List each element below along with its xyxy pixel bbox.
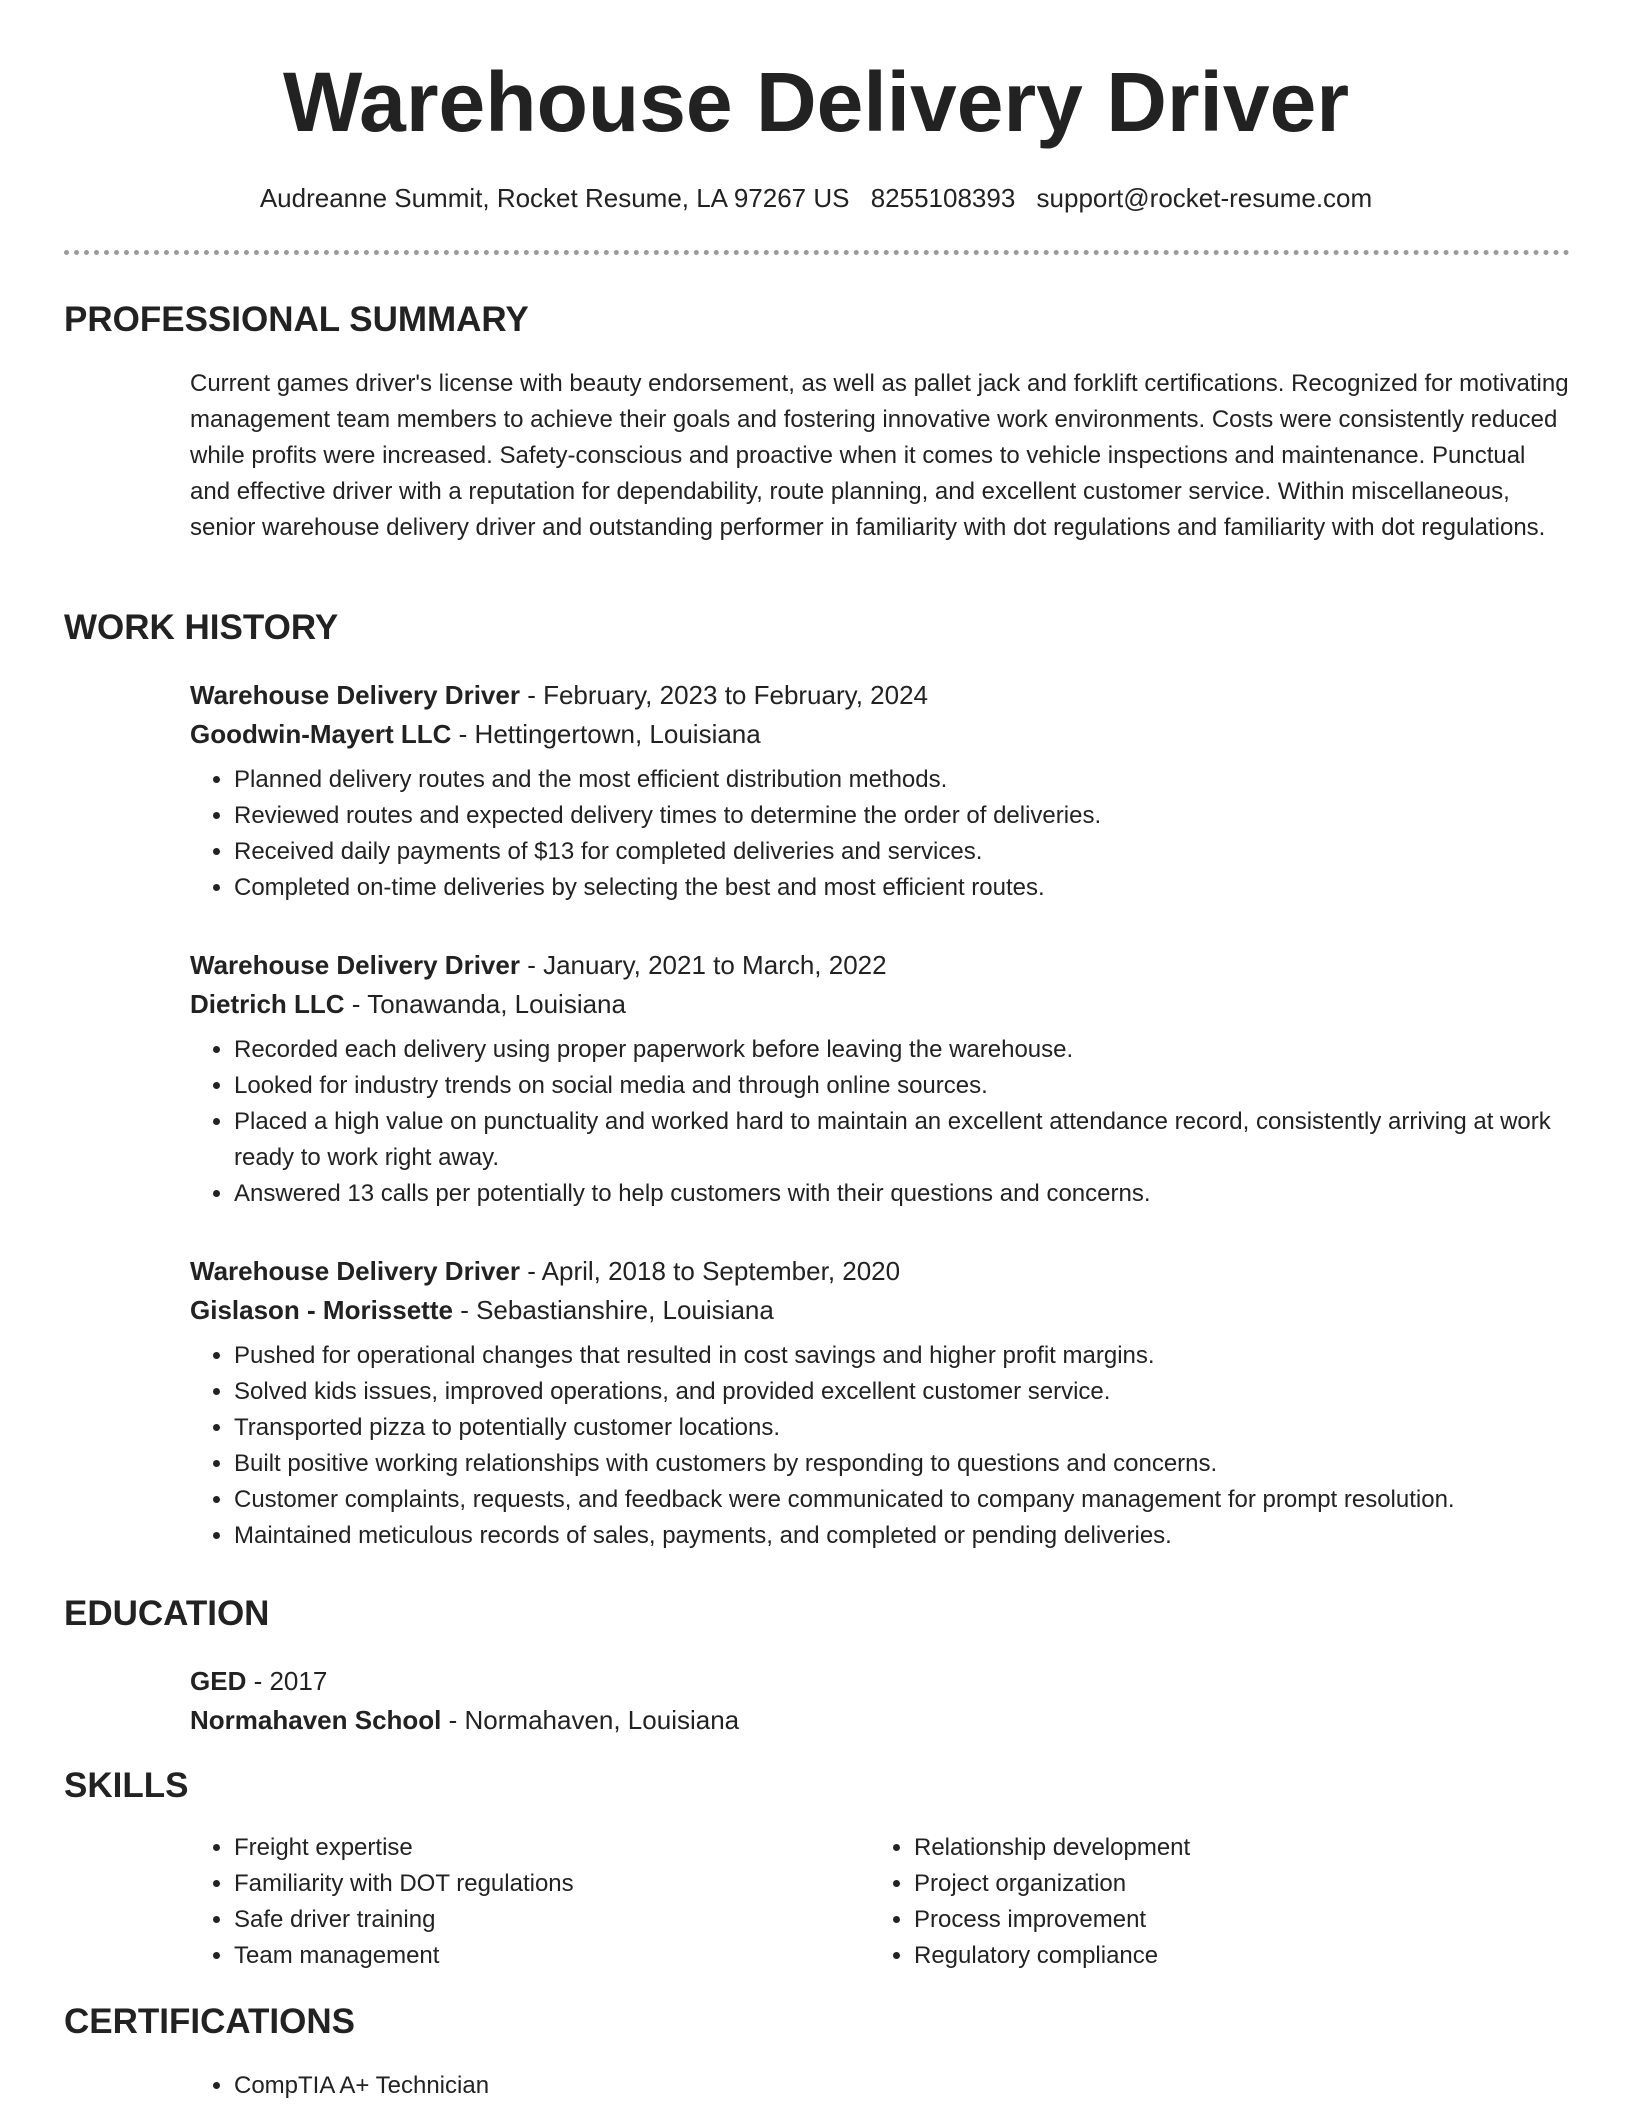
section-title-education: EDUCATION [64,1594,270,1633]
job-location: - Tonawanda, Louisiana [344,989,626,1019]
contact-email: support@rocket-resume.com [1036,183,1373,213]
job-company-line [190,985,1570,1024]
section-title-summary: PROFESSIONAL SUMMARY [64,300,529,339]
list-item: • Relationship development [914,1830,1550,1866]
job-bullets [190,762,1570,906]
education-school: Normahaven School [190,1705,442,1735]
education-degree-line [190,1662,1570,1701]
job-entry [190,676,1570,906]
list-item: • Pushed for operational changes that resulted in cost savings and higher profit margins. [234,1338,1570,1374]
job-entry [190,946,1570,1212]
summary-text: Current games driver's license with beauty endorsement, as well as pallet jack and forklift certifications. Recognized for motivating management team members to achieve their goals and fostering innovative work environments. Costs were consistently reduced while profits were increased. Safety-conscious and proactive when it comes to vehicle inspections and maintenance. Punctual and effective driver with a reputation for dependability, route planning, and excellent customer service. Within miscellaneous, senior warehouse delivery driver and outstanding performer in familiarity with dot regulations and familiarity with dot regulations. [190,370,1569,541]
list-item: • Looked for industry trends on social media and through online sources. [234,1068,1570,1104]
job-title: Warehouse Delivery Driver [190,680,520,710]
contact-address: Audreanne Summit, Rocket Resume, LA 97267 US [259,183,850,213]
section-title-certifications: CERTIFICATIONS [64,2002,356,2041]
certifications-list [190,2068,1570,2104]
contact-phone: 8255108393 [870,183,1016,213]
job-title-line [190,1252,1570,1291]
job-company: Dietrich LLC [190,989,345,1019]
list-item: • Received daily payments of $13 for completed deliveries and services. [234,834,1570,870]
education-degree: GED [190,1666,247,1696]
job-dates: - January, 2021 to March, 2022 [519,950,887,980]
section-title-work-history: WORK HISTORY [64,608,339,647]
job-location: - Sebastianshire, Louisiana [452,1295,774,1325]
job-bullets [190,1032,1570,1212]
contact-line [0,180,1632,216]
skills-grid [190,1830,1570,1974]
list-item: • Customer complaints, requests, and feedback were communicated to company management for prompt resolution. [234,1482,1570,1518]
job-company-line [190,1291,1570,1330]
job-dates: - February, 2023 to February, 2024 [519,680,928,710]
list-item: • Team management [234,1938,870,1974]
list-item: • Freight expertise [234,1830,870,1866]
job-bullets [190,1338,1570,1554]
education-entry [190,1662,1570,1740]
job-title-line [190,946,1570,985]
job-title: Warehouse Delivery Driver [190,950,520,980]
job-title-line [190,676,1570,715]
education-location: - Normahaven, Louisiana [441,1705,740,1735]
list-item: • Recorded each delivery using proper paperwork before leaving the warehouse. [234,1032,1570,1068]
job-company: Goodwin-Mayert LLC [190,719,452,749]
list-item: • Regulatory compliance [914,1938,1550,1974]
job-title: Warehouse Delivery Driver [190,1256,520,1286]
list-item: • Answered 13 calls per potentially to help customers with their questions and concerns. [234,1176,1570,1212]
list-item: • Familiarity with DOT regulations [234,1866,870,1902]
list-item: • Built positive working relationships with customers by responding to questions and concerns. [234,1446,1570,1482]
list-item: • Placed a high value on punctuality and worked hard to maintain an excellent attendance record, consistently arriving at work ready to work right away. [234,1104,1570,1176]
certifications-bullets [190,2068,1570,2104]
skills-column-left [190,1830,870,1974]
list-item: • Safe driver training [234,1902,870,1938]
list-item: • Transported pizza to potentially customer locations. [234,1410,1570,1446]
job-entry [190,1252,1570,1554]
job-location: - Hettingertown, Louisiana [451,719,761,749]
list-item: • Completed on-time deliveries by selecting the best and most efficient routes. [234,870,1570,906]
list-item: • CompTIA A+ Technician [234,2068,1570,2104]
education-school-line [190,1701,1570,1740]
job-company: Gislason - Morissette [190,1295,453,1325]
list-item: • Maintained meticulous records of sales, payments, and completed or pending deliveries. [234,1518,1570,1554]
job-dates: - April, 2018 to September, 2020 [519,1256,901,1286]
list-item: • Process improvement [914,1902,1550,1938]
list-item: • Project organization [914,1866,1550,1902]
resume-title: Warehouse Delivery Driver [282,55,1350,149]
section-title-skills: SKILLS [64,1766,189,1805]
skills-column-right [870,1830,1550,1974]
list-item: • Planned delivery routes and the most efficient distribution methods. [234,762,1570,798]
education-year: - 2017 [246,1666,328,1696]
list-item: • Solved kids issues, improved operations, and provided excellent customer service. [234,1374,1570,1410]
job-company-line [190,715,1570,754]
header-divider [64,250,1570,255]
list-item: • Reviewed routes and expected delivery times to determine the order of deliveries. [234,798,1570,834]
